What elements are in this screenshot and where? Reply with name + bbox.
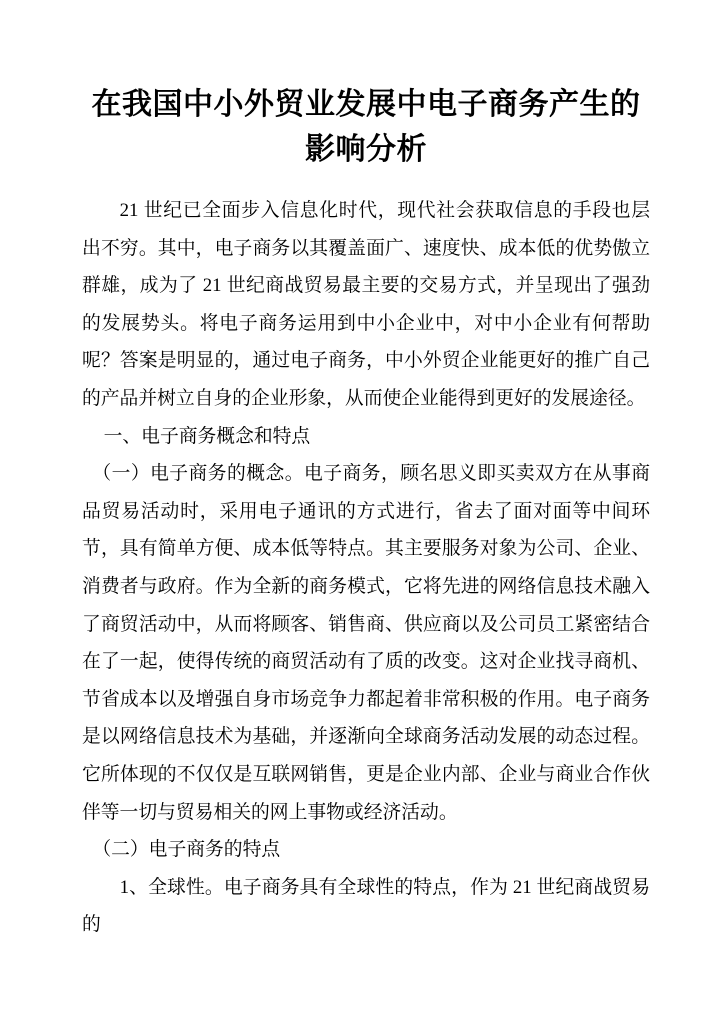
paragraph: （一）电子商务的概念。电子商务，顾名思义即买卖双方在从事商品贸易活动时，采用电子通讯的方式进行，省去了面对面等中间环节，具有简单方便、成本低等特点。其主要服务对象为公司、企业、消费者与政府。作为全新的商务模式，它将先进的网络信息技术融入了商贸活动中，从而将顾客、销售商、供应商以及公司员工紧密结合在了一起，使得传统的商贸活动有了质的改变。这对企业找寻商机、节省成本以及增强自身市场竞争力都起着非常积极的作用。电子商务是以网络信息技术为基础，并逐渐向全球商务活动发展的动态过程。它所体现的不仅仅是互联网销售，更是企业内部、企业与商业合作伙伴等一切与贸易相关的网上事物或经济活动。 (82, 463, 650, 823)
section-heading: （二）电子商务的特点 (92, 839, 281, 861)
document-body (82, 192, 650, 944)
section-heading: 一、电子商务概念和特点 (103, 425, 311, 447)
paragraph: 21 世纪已全面步入信息化时代，现代社会获取信息的手段也层出不穷。其中，电子商务以其覆盖面广、速度快、成本低的优势傲立群雄，成为了 21 世纪商战贸易最主要的交易方式，并呈现出了强劲的发展势头。将电子商务运用到中小企业中，对中小企业有何帮助呢？答案是明显的，通过电子商务，中小外贸企业能更好的推广自己的产品并树立自身的企业形象，从而使企业能得到更好的发展途径。 (82, 200, 650, 409)
document-title: 在我国中小外贸业发展中电子商务产生的影响分析 (91, 88, 641, 166)
paragraph: 1、全球性。电子商务具有全球性的特点，作为 21 世纪商战贸易的 (82, 876, 650, 936)
